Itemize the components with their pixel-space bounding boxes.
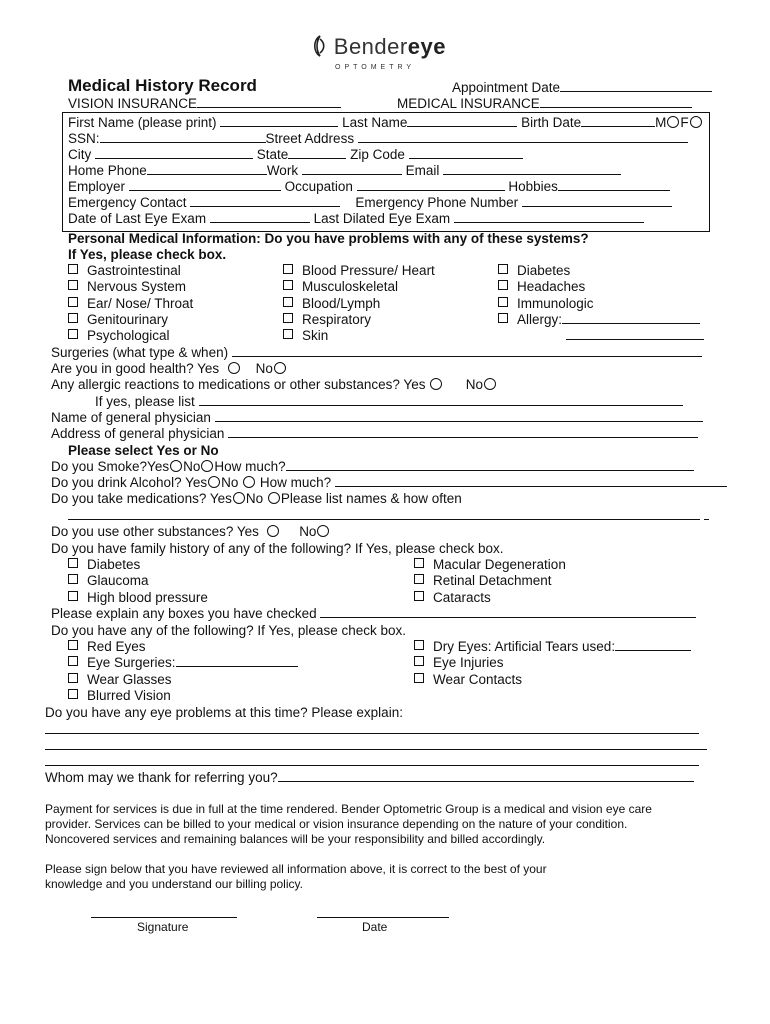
medical-col1 <box>68 263 193 344</box>
checkbox-item[interactable]: Wear Contacts <box>414 672 691 688</box>
checkbox-item[interactable]: Cataracts <box>414 590 566 606</box>
physician-address-field[interactable]: Address of general physician <box>51 426 698 441</box>
page-title: Medical History Record <box>68 76 257 95</box>
checkbox-item[interactable]: Immunologic <box>498 296 704 312</box>
appointment-date-field[interactable]: Appointment Date <box>452 80 712 95</box>
checkbox-item[interactable]: Diabetes <box>68 557 208 573</box>
yes-radio[interactable] <box>228 362 240 374</box>
city-row[interactable]: City State Zip Code <box>68 147 523 162</box>
good-health-question[interactable]: Are you in good health? Yes No <box>51 361 287 376</box>
family-explain-field[interactable]: Please explain any boxes you have checked <box>51 606 696 621</box>
vision-insurance-field[interactable]: VISION INSURANCE <box>68 96 341 111</box>
checkbox-item[interactable]: Gastrointestinal <box>68 263 193 279</box>
medical-col2 <box>283 263 435 344</box>
checkbox-item[interactable]: Blood/Lymph <box>283 296 435 312</box>
checkbox-item[interactable]: Headaches <box>498 279 704 295</box>
eye-exam-row[interactable]: Date of Last Eye Exam Last Dilated Eye Exam <box>68 211 644 226</box>
logo-name: Bendereye <box>333 34 446 59</box>
checkbox-item[interactable]: Wear Glasses <box>68 672 298 688</box>
checkbox-item[interactable]: Nervous System <box>68 279 193 295</box>
name-row[interactable]: First Name (please print) Last Name Birth Date M F <box>68 115 703 130</box>
checkbox-item[interactable]: Skin <box>283 328 435 344</box>
checkbox-item[interactable]: Glaucoma <box>68 573 208 589</box>
checkbox-item[interactable]: Genitourinary <box>68 312 193 328</box>
family-right-col <box>414 557 566 606</box>
yes-radio[interactable] <box>170 460 182 472</box>
eye-left-col <box>68 639 298 705</box>
checkbox-item[interactable]: Retinal Detachment <box>414 573 566 589</box>
eye-problems-question: Do you have any eye problems at this time? Please explain: <box>45 705 403 720</box>
eye-conditions-question: Do you have any of the following? If Yes, please check box. <box>51 623 406 638</box>
yes-radio[interactable] <box>233 492 245 504</box>
checkbox-item[interactable]: Psychological <box>68 328 193 344</box>
checkbox-item[interactable]: Red Eyes <box>68 639 298 655</box>
referral-field[interactable]: Whom may we thank for referring you? <box>45 770 694 785</box>
allergy-extra-line[interactable] <box>498 328 704 344</box>
female-radio[interactable] <box>690 116 702 128</box>
no-radio[interactable] <box>317 525 329 537</box>
eye-problems-line-2[interactable] <box>45 738 707 753</box>
ssn-address-row[interactable]: SSN: Street Address <box>68 131 688 146</box>
checkbox-item[interactable]: Musculoskeletal <box>283 279 435 295</box>
signature-line[interactable] <box>91 907 237 918</box>
eye-logo-icon <box>310 34 330 58</box>
medications-question[interactable]: Do you take medications? Yes No Please list names & how often <box>51 491 462 506</box>
checkbox-item[interactable]: Ear/ Nose/ Throat <box>68 296 193 312</box>
surgeries-field[interactable]: Surgeries (what type & when) <box>51 345 702 360</box>
date-label: Date <box>362 920 388 934</box>
yes-radio[interactable] <box>430 378 442 390</box>
medical-heading: Personal Medical Information: Do you have problems with any of these systems? <box>68 231 589 246</box>
checkbox-item[interactable]: Diabetes <box>498 263 704 279</box>
employer-row[interactable]: Employer Occupation Hobbies <box>68 179 670 194</box>
checkbox-item[interactable]: Blood Pressure/ Heart <box>283 263 435 279</box>
yes-radio[interactable] <box>208 476 220 488</box>
medications-list-line[interactable] <box>68 508 709 523</box>
checkbox-item[interactable]: Respiratory <box>283 312 435 328</box>
checkbox-item[interactable]: Eye Surgeries: <box>68 655 298 671</box>
logo <box>310 34 446 60</box>
checkbox-item[interactable]: Allergy: <box>498 312 704 328</box>
medical-insurance-field[interactable]: MEDICAL INSURANCE <box>397 96 692 111</box>
allergic-question[interactable]: Any allergic reactions to medications or other substances? Yes No <box>51 377 497 392</box>
no-radio[interactable] <box>243 476 255 488</box>
select-yes-no-heading: Please select Yes or No <box>68 443 219 458</box>
eye-problems-line-1[interactable] <box>45 722 699 737</box>
smoke-question[interactable]: Do you Smoke?Yes No How much? <box>51 459 694 474</box>
yes-radio[interactable] <box>267 525 279 537</box>
male-radio[interactable] <box>667 116 679 128</box>
no-radio[interactable] <box>201 460 213 472</box>
substances-question[interactable]: Do you use other substances? Yes No <box>51 524 330 539</box>
allergy-list-field[interactable]: If yes, please list <box>95 394 683 409</box>
checkbox-item[interactable]: Dry Eyes: Artificial Tears used: <box>414 639 691 655</box>
checkbox-item[interactable]: High blood pressure <box>68 590 208 606</box>
medical-col3 <box>498 263 704 344</box>
no-radio[interactable] <box>484 378 496 390</box>
signature-label: Signature <box>137 920 189 934</box>
no-radio[interactable] <box>268 492 280 504</box>
checkbox-item[interactable]: Blurred Vision <box>68 688 298 704</box>
family-history-question: Do you have family history of any of the following? If Yes, please check box. <box>51 541 504 556</box>
family-left-col <box>68 557 208 606</box>
eye-problems-line-3[interactable] <box>45 754 699 769</box>
logo-subtitle: OPTOMETRY <box>335 64 416 71</box>
alcohol-question[interactable]: Do you drink Alcohol? Yes No How much? <box>51 475 727 490</box>
date-line[interactable] <box>317 907 449 918</box>
phone-row[interactable]: Home Phone Work Email <box>68 163 621 178</box>
emergency-row[interactable]: Emergency Contact Emergency Phone Number <box>68 195 672 210</box>
payment-policy: Payment for services is due in full at the time rendered. Bender Optometric Group is a medical and vision eye care provider. Services can be billed to your medical or vision insurance depending on the nature of your condition. Noncovered services and remaining balances will be your responsibility and billed accordingly. <box>45 802 652 846</box>
eye-right-col <box>414 639 691 688</box>
no-radio[interactable] <box>274 362 286 374</box>
checkbox-item[interactable]: Eye Injuries <box>414 655 691 671</box>
checkbox-item[interactable]: Macular Degeneration <box>414 557 566 573</box>
physician-name-field[interactable]: Name of general physician <box>51 410 703 425</box>
signature-note: Please sign below that you have reviewed all information above, it is correct to the best of your knowledge and you understand our billing policy. <box>45 862 547 891</box>
medical-subheading: If Yes, please check box. <box>68 247 227 262</box>
